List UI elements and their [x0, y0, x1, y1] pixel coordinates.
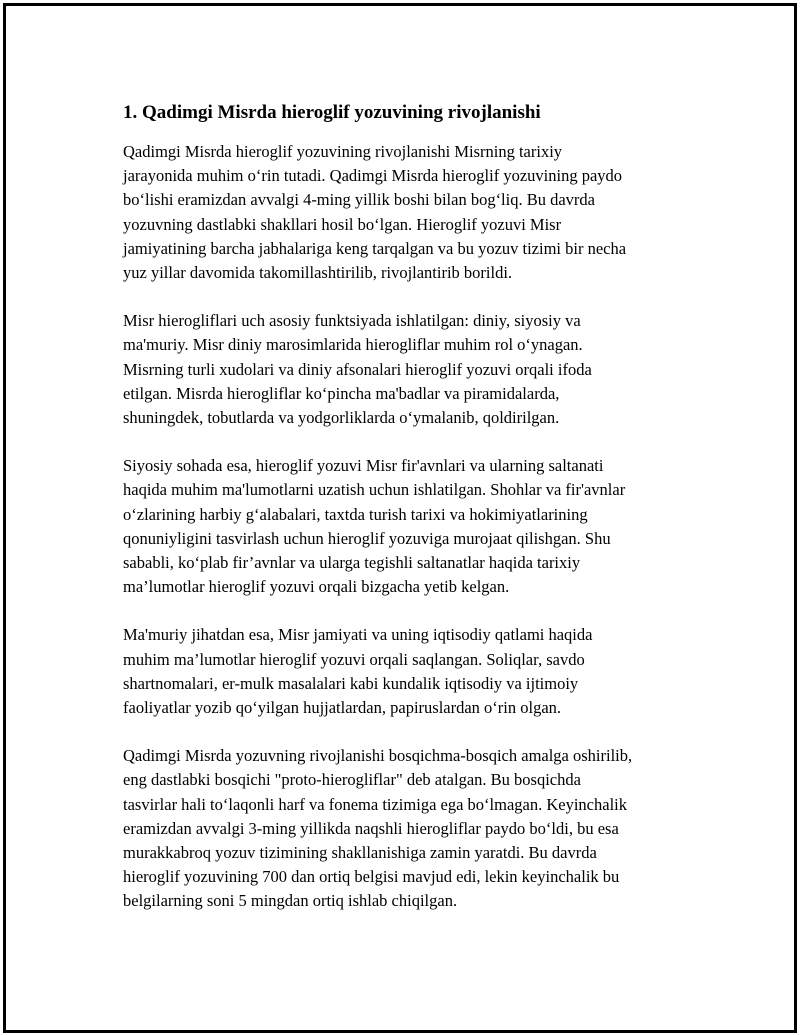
paragraph	[123, 140, 703, 285]
paragraph-line: hieroglif yozuvining 700 dan ortiq belgisi mavjud edi, lekin keyinchalik bu	[123, 867, 620, 887]
paragraphs-container	[123, 140, 703, 914]
paragraph-line: ma’lumotlar hieroglif yozuvi orqali bizgacha yetib kelgan.	[123, 577, 510, 597]
paragraph-line: muhim ma’lumotlar hieroglif yozuvi orqali saqlangan. Soliqlar, savdo	[123, 649, 585, 669]
paragraph-line: bo‘lishi eramizdan avvalgi 4-ming yillik boshi bilan bog‘liq. Bu davrda	[123, 190, 595, 210]
paragraph-line: Siyosiy sohada esa, hieroglif yozuvi Misr fir'avnlari va ularning saltanati	[123, 456, 604, 476]
paragraph-line: Qadimgi Misrda hieroglif yozuvining rivojlanishi Misrning tarixiy	[123, 142, 563, 161]
document-body	[123, 100, 703, 938]
paragraph-line: ma'muriy. Misr diniy marosimlarida hierogliflar muhim rol o‘ynagan.	[123, 335, 583, 355]
paragraph-line: jamiyatining barcha jabhalariga keng tarqalgan va bu yozuv tizimi bir necha	[123, 238, 627, 258]
paragraph-line: sababli, ko‘plab fir’avnlar va ularga tegishli saltanatlar haqida tarixiy	[123, 553, 581, 573]
paragraph-line: tasvirlar hali to‘laqonli harf va fonema tizimiga ega bo‘lmagan. Keyinchalik	[123, 794, 627, 814]
paragraph	[123, 623, 703, 720]
paragraph-line: Misr hierogliflari uch asosiy funktsiyada ishlatilgan: diniy, siyosiy va	[123, 311, 581, 331]
paragraph-line: shuningdek, tobutlarda va yodgorliklarda o‘ymalanib, qoldirilgan.	[123, 408, 560, 428]
paragraph-line: eng dastlabki bosqichi "proto-hierogliflar" deb atalgan. Bu bosqichda	[123, 770, 581, 790]
paragraph-line: yozuvning dastlabki shakllari hosil bo‘lgan. Hieroglif yozuvi Misr	[123, 214, 562, 234]
paragraph-line: Qadimgi Misrda yozuvning rivojlanishi bosqichma-bosqich amalga oshirilib,	[123, 746, 633, 766]
paragraph-line: jarayonida muhim o‘rin tutadi. Qadimgi Misrda hieroglif yozuvining paydo	[123, 166, 623, 186]
paragraph-line: etilgan. Misrda hierogliflar ko‘pincha ma'badlar va piramidalarda,	[123, 383, 560, 403]
paragraph-line: o‘zlarining harbiy g‘alabalari, taxtda turish tarixi va hokimiyatlarining	[123, 504, 588, 524]
page-frame	[3, 3, 797, 1033]
paragraph-line: Misrning turli xudolari va diniy afsonalari hieroglif yozuvi orqali ifoda	[123, 359, 592, 379]
paragraph-line: belgilarning soni 5 mingdan ortiq ishlab chiqilgan.	[123, 891, 458, 911]
paragraph-line: qonuniyligini tasvirlash uchun hieroglif yozuviga murojaat qilishgan. Shu	[123, 528, 611, 548]
paragraph-line: Ma'muriy jihatdan esa, Misr jamiyati va uning iqtisodiy qatlami haqida	[123, 625, 593, 645]
paragraph-line: murakkabroq yozuv tizimining shakllanishiga zamin yaratdi. Bu davrda	[123, 843, 597, 863]
paragraph	[123, 454, 703, 599]
paragraph-line: haqida muhim ma'lumotlarni uzatish uchun ishlatilgan. Shohlar va fir'avnlar	[123, 480, 626, 500]
section-heading: 1. Qadimgi Misrda hieroglif yozuvining rivojlanishi	[123, 102, 541, 123]
paragraph	[123, 744, 703, 913]
paragraph-line: yuz yillar davomida takomillashtirilib, rivojlantirib borildi.	[123, 263, 513, 283]
paragraph-line: faoliyatlar yozib qo‘yilgan hujjatlardan, papiruslardan o‘rin olgan.	[123, 698, 562, 718]
paragraph-line: eramizdan avvalgi 3-ming yillikda naqshli hierogliflar paydo bo‘ldi, bu esa	[123, 818, 619, 838]
paragraph-line: shartnomalari, er-mulk masalalari kabi kundalik iqtisodiy va ijtimoiy	[123, 673, 579, 693]
paragraph	[123, 309, 703, 430]
